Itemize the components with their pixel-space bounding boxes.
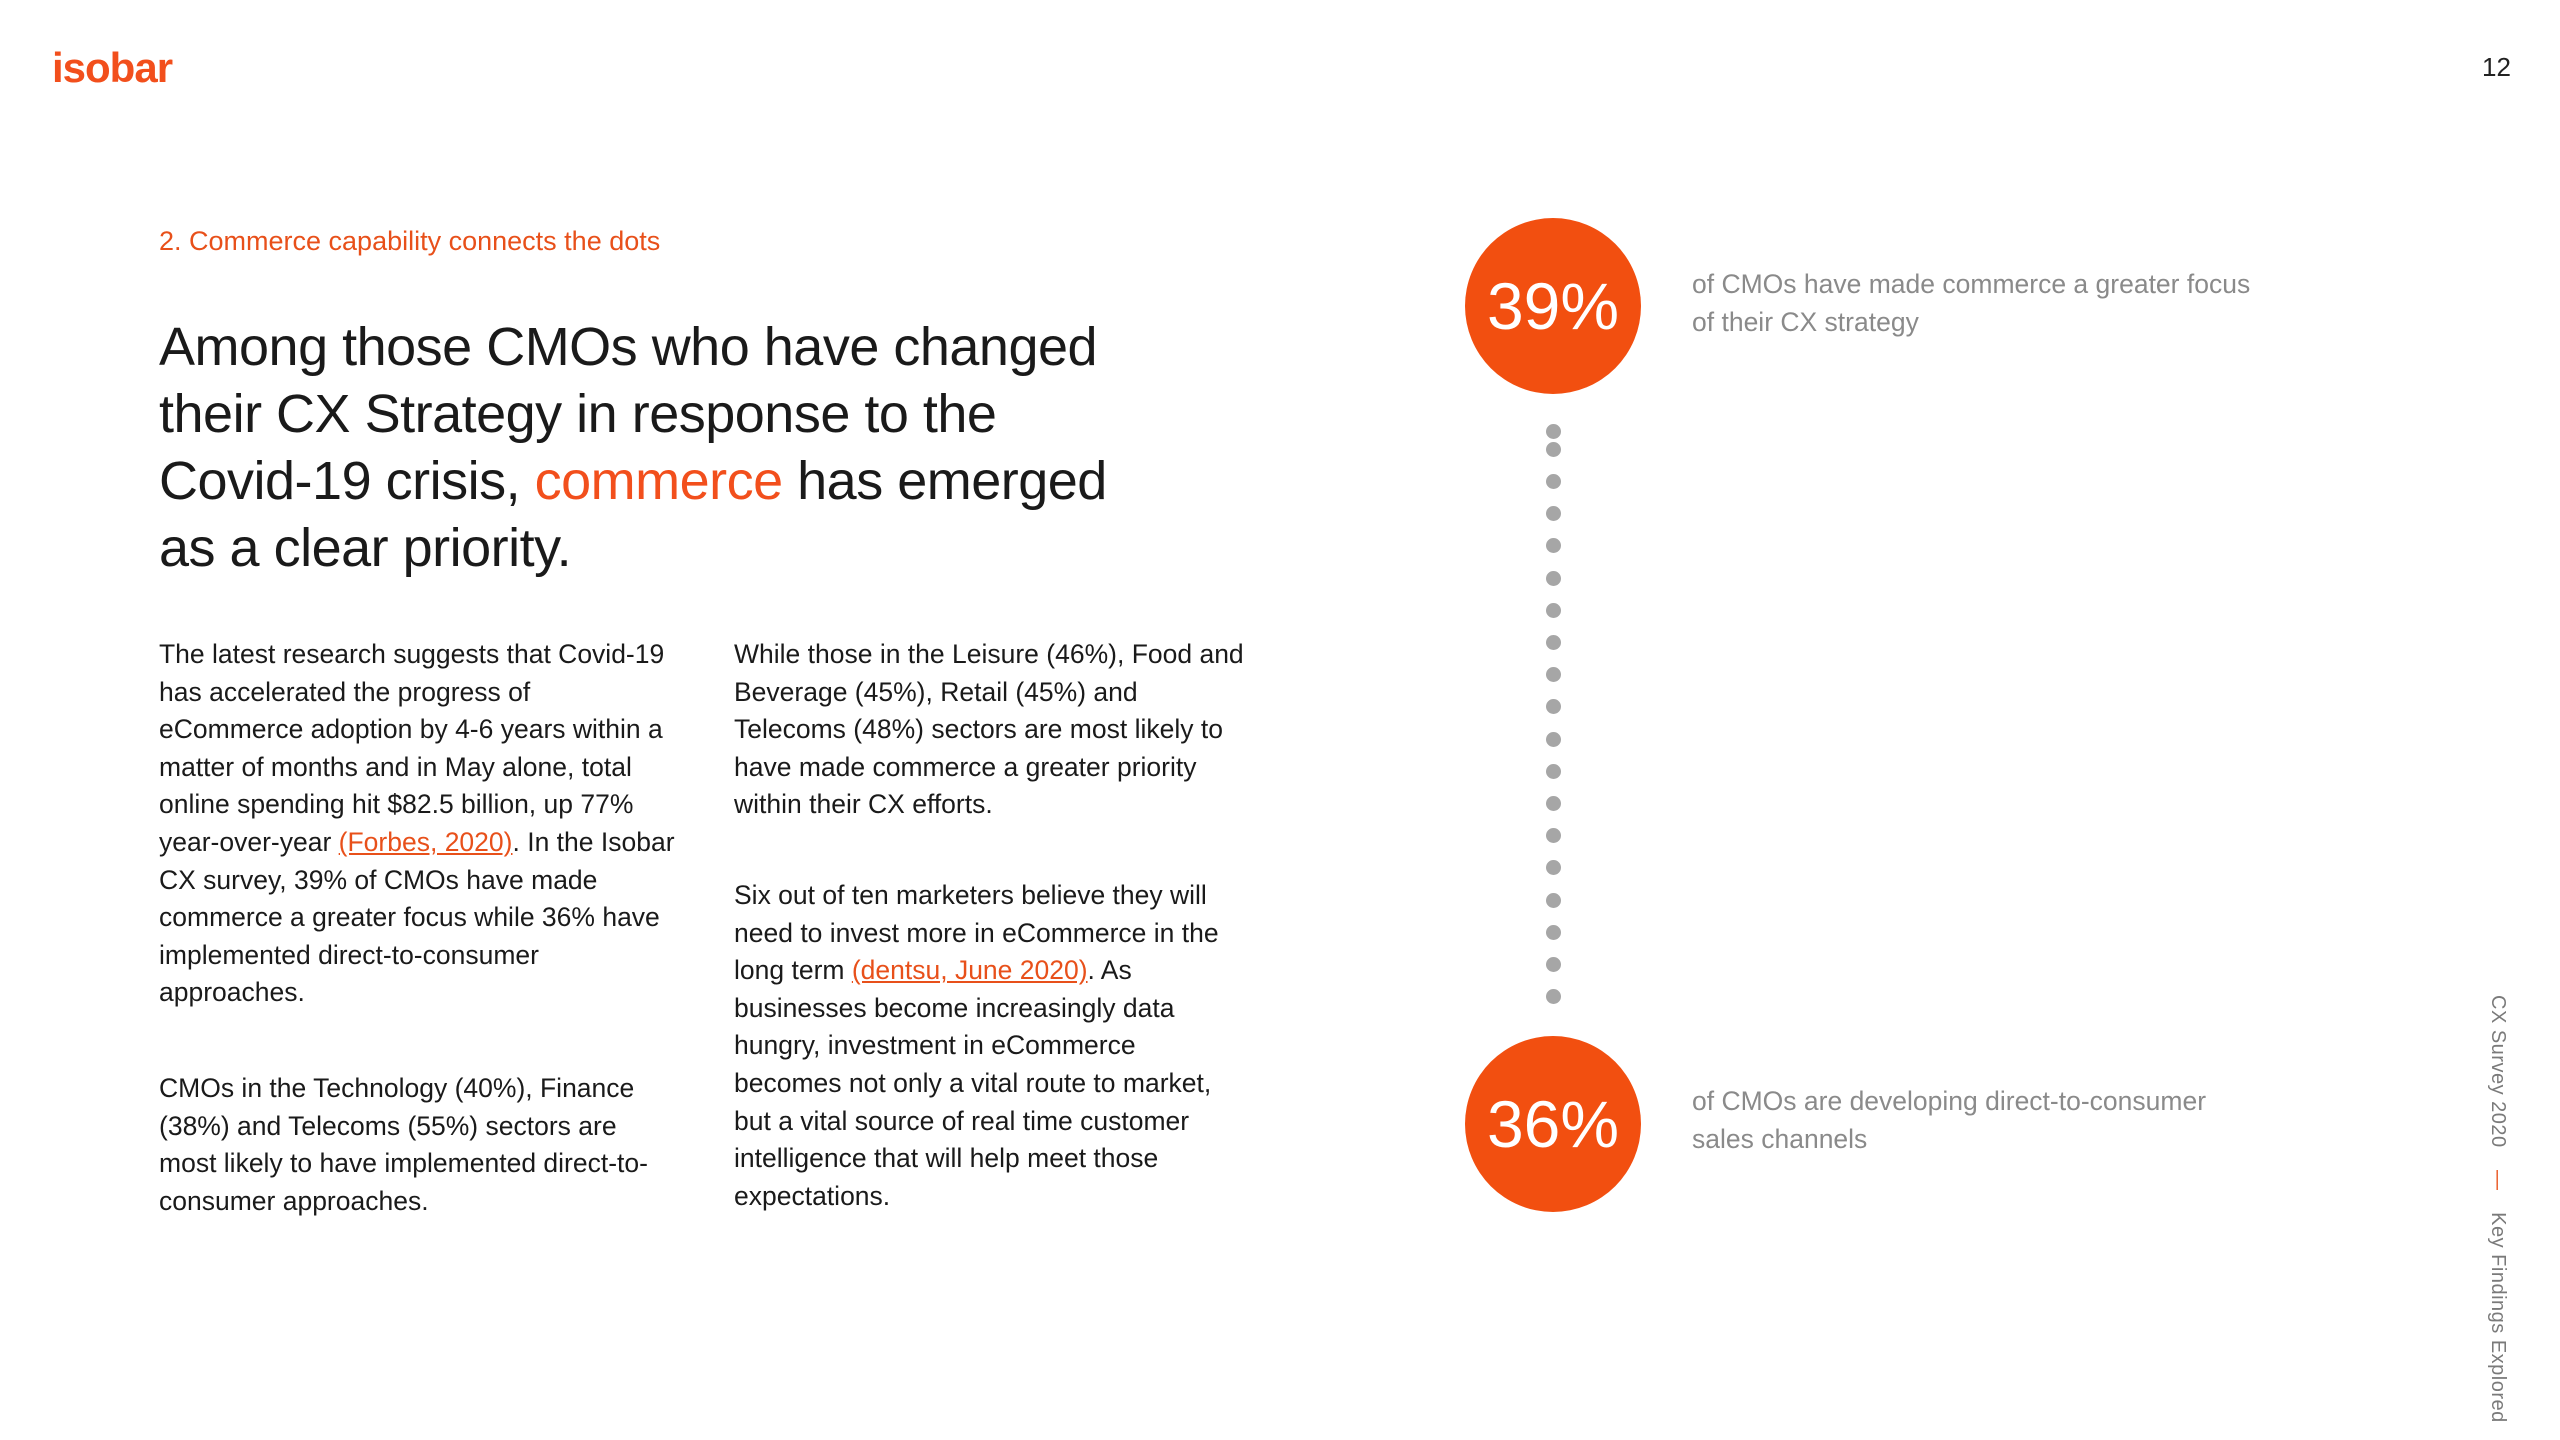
col2-paragraph-1: While those in the Leisure (46%), Food and Beverage (45%), Retail (45%) and Telecoms (48%) sectors are most likely to have made commerce a greater priority within their CX efforts. <box>734 639 1244 820</box>
stat-label-36: of CMOs are developing direct-to-consumer sales channels <box>1692 1086 2207 1154</box>
connector-dot <box>1546 538 1561 553</box>
forbes-link[interactable]: (Forbes, 2020) <box>338 826 513 857</box>
divider-dash: — <box>2487 1169 2509 1191</box>
connector-dot <box>1546 925 1561 940</box>
connector-dot <box>1546 957 1561 972</box>
col1-paragraph-2: CMOs in the Technology (40%), Finance (38%) and Telecoms (55%) sectors are most likely to have implemented direct-to-consumer approaches. <box>159 1073 648 1216</box>
stat-circle-39: 39% <box>1465 218 1641 394</box>
connector-dot <box>1546 699 1561 714</box>
isobar-logo: isobar <box>52 44 173 91</box>
connector-dot <box>1546 989 1561 1004</box>
connector-dot <box>1546 764 1561 779</box>
connector-dot <box>1546 860 1561 875</box>
connector-dot <box>1546 506 1561 521</box>
stat-label-39: of CMOs have made commerce a greater focus of their CX strategy <box>1692 269 2251 337</box>
footer-vertical <box>2486 995 2509 1423</box>
stat-circle-36: 36% <box>1465 1036 1641 1212</box>
connector-dot <box>1546 667 1561 682</box>
dentsu-link[interactable]: (dentsu, June 2020) <box>851 955 1088 986</box>
connector-dot <box>1546 796 1561 811</box>
connector-dot <box>1546 571 1561 586</box>
connector-dot <box>1546 424 1561 439</box>
text: The latest research suggests that Covid-19 has accelerated the progress of eCommerce adoption by 4-6 years within a matter of months and in May alone, total online spending hit $82.5 billion, up 77% year-over-year <box>159 639 665 857</box>
connector-dot <box>1546 474 1561 489</box>
connector-dot <box>1546 442 1561 457</box>
page-number: 12 <box>2482 52 2511 82</box>
section-label: 2. Commerce capability connects the dots <box>159 226 661 256</box>
text: . In the Isobar CX survey, 39% of CMOs have made commerce a greater focus while 36% have implemented direct-to-consumer approaches. <box>159 826 675 1008</box>
headline-text-end: has emerged as a clear priority. <box>159 451 1107 578</box>
headline-highlight: commerce <box>534 451 783 511</box>
connector-dot <box>1546 828 1561 843</box>
text: Six out of ten marketers believe they will need to invest more in eCommerce in the long term <box>734 880 1219 986</box>
connector-dot <box>1546 893 1561 908</box>
col2-paragraph-2 <box>734 877 1239 1215</box>
connector-dot <box>1546 635 1561 650</box>
survey-label: CX Survey 2020 <box>2487 995 2509 1148</box>
headline <box>159 314 1159 582</box>
section-footer-label: Key Findings Explored <box>2487 1212 2509 1423</box>
headline-text: Among those CMOs who have changed their CX Strategy in response to the Covid-19 crisis, <box>159 317 1098 511</box>
col1-paragraph-1 <box>159 636 679 1012</box>
connector-dot <box>1546 603 1561 618</box>
text: . As businesses become increasingly data hungry, investment in eCommerce becomes not only a vital route to market, but a vital source of real time customer intelligence that will help meet those expectations. <box>734 955 1212 1211</box>
connector-dot <box>1546 732 1561 747</box>
